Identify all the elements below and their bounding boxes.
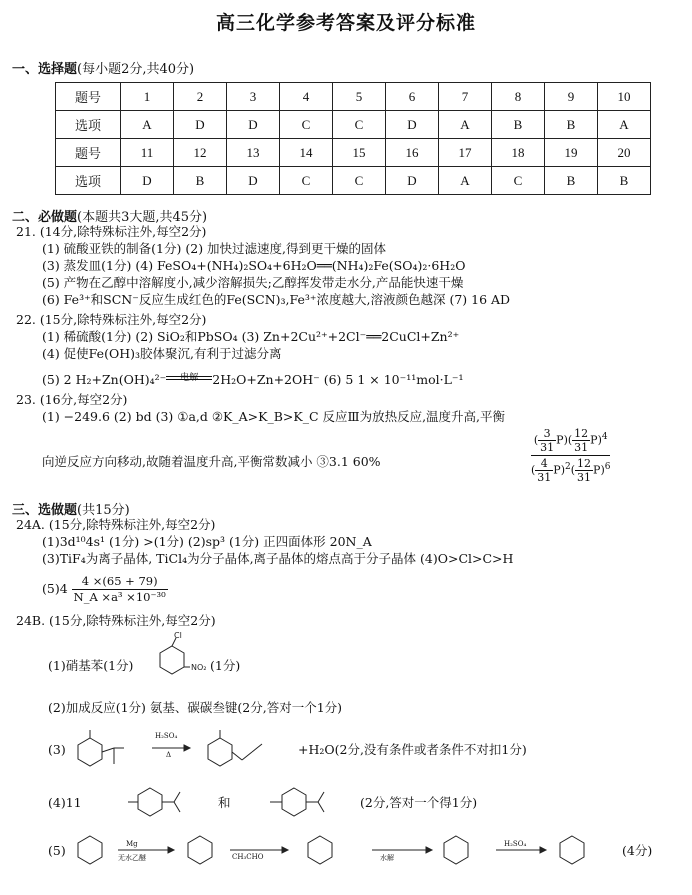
table-cell: 17 [439, 139, 492, 167]
table-cell: 选项 [56, 167, 121, 195]
benzene-ring-icon [282, 788, 306, 816]
q24a-line: (3)TiF₄为离子晶体, TiCl₄为分子晶体,离子晶体的熔点高于分子晶体 (4)O>Cl>C>H [42, 551, 514, 566]
q23-line: (1) −249.6 (2) bd (3) ①a,d ②K_A>K_B>K_C 反应Ⅲ为放热反应,温度升高,平衡 [42, 409, 506, 424]
no2-label: NO₂ [191, 663, 207, 672]
p: P [590, 433, 598, 447]
bond [102, 748, 114, 752]
table-cell: 2 [174, 83, 227, 111]
table-cell: 题号 [56, 139, 121, 167]
chloronitrobenzene-structure-icon [150, 632, 220, 682]
q24b-line-2: (2)加成反应(1分) 氨基、碳碳叁键(2分,答对一个1分) [48, 700, 343, 715]
num: 12 [577, 457, 592, 470]
bond [174, 802, 180, 812]
table-cell: B [598, 167, 651, 195]
exp: 2 [565, 461, 571, 472]
table-cell: 1 [121, 83, 174, 111]
section-3-title: 三、选做题 [12, 503, 78, 518]
fraction-denominator: N_A ×a³ ×10⁻³⁰ [73, 590, 166, 604]
q24b-head: 24B. (15分,除特殊标注外,每空2分) [16, 613, 216, 628]
benzene-ring-icon [78, 738, 102, 766]
q22-l5-right: 2H₂O+Zn+2OH⁻ (6) 5 1 × 10⁻¹¹mol·L⁻¹ [212, 372, 464, 387]
q24b-line-1 [48, 658, 133, 674]
l5-cond-1: Mg [126, 840, 138, 848]
table-cell: 7 [439, 83, 492, 111]
frac [538, 427, 556, 454]
section-2-heading [12, 206, 207, 225]
section-1-note: (每小题2分,共40分) [77, 62, 195, 77]
q22-line: (1) 稀硫酸(1分) (2) SiO₂和PbSO₄ (3) Zn+2Cu²⁺+2Cl⁻══2CuCl+Zn²⁺ [42, 329, 460, 344]
section-3-heading [12, 499, 130, 518]
table-cell: A [439, 111, 492, 139]
table-row [56, 139, 651, 167]
table-cell: 19 [545, 139, 598, 167]
den: 31 [574, 441, 589, 454]
p: P [553, 463, 561, 477]
equals-sign-icon [166, 376, 212, 380]
benzene-ring-icon [560, 836, 584, 864]
table-cell: 20 [598, 139, 651, 167]
l3-cond-top: H₂SO₄ [155, 732, 178, 740]
bond [318, 792, 324, 802]
q21-line: (1) 硫酸亚铁的制备(1分) (2) 加快过滤速度,得到更干燥的固体 [42, 241, 387, 256]
bond [252, 744, 262, 752]
arrow-head-icon [168, 847, 174, 853]
q24b-l5-label: (5) [48, 843, 66, 858]
table-cell: 6 [386, 83, 439, 111]
cl-label: Cl [174, 631, 182, 640]
arrow-head-icon [184, 745, 190, 751]
q23-fraction [531, 427, 610, 484]
den: 31 [537, 471, 552, 484]
answer-table [55, 82, 651, 195]
q24b-l5-score: (4分) [622, 843, 653, 858]
table-cell: 9 [545, 83, 598, 111]
table-cell: 14 [280, 139, 333, 167]
q24b-l4-note: (2分,答对一个得1分) [360, 795, 478, 810]
arrow-head-icon [282, 847, 288, 853]
l3-cond-bottom: Δ [166, 751, 172, 759]
q21-line: (5) 产物在乙醇中溶解度小,减少溶解损失;乙醇挥发带走水分,产品能快速干燥 [42, 275, 464, 290]
q23-line: 向逆反应方向移动,故随着温度升高,平衡常数减小 ③3.1 60% [42, 454, 381, 469]
bond [318, 802, 324, 812]
section-2-title: 二、必做题 [12, 210, 78, 225]
exp: 6 [604, 461, 611, 472]
table-cell: C [280, 111, 333, 139]
arrow-head-icon [426, 847, 432, 853]
q24b-l1-score: (1分) [210, 658, 241, 673]
section-1-title: 一、选择题 [12, 62, 78, 77]
benzene-ring-icon [308, 836, 332, 864]
q21-line: (3) 蒸发皿(1分) (4) FeSO₄+(NH₄)₂SO₄+6H₂O══(NH₄)₂Fe(SO₄)₂·6H₂O [42, 258, 466, 273]
table-cell: 10 [598, 83, 651, 111]
table-cell: 12 [174, 139, 227, 167]
density-fraction [72, 574, 168, 605]
table-cell: C [333, 167, 386, 195]
q24b-l1-text: (1)硝基苯(1分) [48, 658, 134, 673]
benzene-ring-icon [160, 646, 184, 674]
table-cell: A [598, 111, 651, 139]
section-1-heading [12, 58, 194, 77]
reaction-5-structures-icon [72, 820, 612, 880]
table-cell: C [333, 111, 386, 139]
fraction-denominator: ( $\frac{4}{31}$ P)$^2$( $\frac{12}{31}$ P)$^6$ [531, 457, 611, 484]
p: P [556, 433, 564, 447]
section-2-note: (本题共3大题,共45分) [77, 210, 208, 225]
num: 3 [538, 427, 556, 441]
table-cell: 15 [333, 139, 386, 167]
electrolysis-label: 电解 [180, 373, 199, 383]
reaction-3-structures-icon [72, 722, 302, 784]
q24b-l4-and: 和 [218, 795, 231, 810]
table-row [56, 111, 651, 139]
benzene-ring-icon [188, 836, 212, 864]
num: 12 [574, 427, 589, 440]
table-cell: B [492, 111, 545, 139]
table-cell: 5 [333, 83, 386, 111]
num: 4 [535, 457, 553, 471]
frac [575, 457, 593, 484]
q24b-l4-label: (4)11 [48, 795, 82, 810]
frac [572, 427, 590, 454]
table-cell: 题号 [56, 83, 121, 111]
q23-head: 23. (16分,每空2分) [16, 392, 128, 407]
table-cell: 3 [227, 83, 280, 111]
den: 31 [540, 441, 555, 454]
table-cell: B [545, 167, 598, 195]
table-cell: 18 [492, 139, 545, 167]
table-cell: A [439, 167, 492, 195]
q24a-l5-prefix: (5)4 [42, 581, 68, 596]
fraction-numerator: 4 ×(65 + 79) [72, 574, 168, 590]
fraction-bar [531, 455, 610, 456]
q21-line: (6) Fe³⁺和SCN⁻反应生成红色的Fe(SCN)₃,Fe³⁺浓度越大,溶液颜色越深 (7) 16 AD [42, 292, 511, 307]
table-cell: C [280, 167, 333, 195]
p: P [593, 463, 601, 477]
table-cell: 选项 [56, 111, 121, 139]
den: 31 [577, 471, 592, 484]
q24a-line: (1)3d¹⁰4s¹ (1分) >(1分) (2)sp³ (1分) 正四面体形 20N_A [42, 534, 372, 549]
table-cell: B [545, 111, 598, 139]
q22-l5-left: (5) 2 H₂+Zn(OH)₄²⁻ [42, 372, 167, 387]
arrow-head-icon [540, 847, 546, 853]
q22-line: (4) 促使Fe(OH)₃胶体聚沉,有利于过滤分离 [42, 346, 282, 361]
table-cell: A [121, 111, 174, 139]
bond [232, 752, 242, 760]
q24a-line-5 [42, 574, 168, 605]
bond [242, 752, 252, 760]
isomer-2-structure-icon [244, 780, 354, 820]
bond [174, 792, 180, 802]
table-cell: 13 [227, 139, 280, 167]
table-cell: 16 [386, 139, 439, 167]
table-row [56, 167, 651, 195]
table-cell: D [121, 167, 174, 195]
section-3-note: (共15分) [77, 503, 130, 518]
benzene-ring-icon [208, 738, 232, 766]
benzene-ring-icon [138, 788, 162, 816]
fraction-numerator: ( $\frac{3}{31}$ P)( $\frac{12}{31}$ P)$^4$ [533, 427, 608, 454]
exp: 4 [601, 431, 608, 442]
l5-cond-2: CH₃CHO [232, 853, 264, 861]
isomer-1-structure-icon [120, 780, 220, 820]
q22-line-5 [42, 372, 463, 388]
table-cell: D [386, 111, 439, 139]
l5-cond-4: H₂SO₄ [504, 840, 527, 848]
page-title: 高三化学参考答案及评分标准 [215, 12, 476, 34]
l5-cond-3: 水解 [380, 854, 394, 862]
table-cell: 4 [280, 83, 333, 111]
table-cell: 8 [492, 83, 545, 111]
table-cell: C [492, 167, 545, 195]
table-cell: D [227, 167, 280, 195]
table-cell: D [227, 111, 280, 139]
q24b-l3-label: (3) [48, 742, 66, 757]
table-cell: 11 [121, 139, 174, 167]
table-row [56, 83, 651, 111]
benzene-ring-icon [78, 836, 102, 864]
table-cell: D [174, 111, 227, 139]
table-cell: D [386, 167, 439, 195]
q22-head: 22. (15分,除特殊标注外,每空2分) [16, 312, 207, 327]
frac [535, 457, 553, 484]
q24b-l3-note: +H₂O(2分,没有条件或者条件不对扣1分) [298, 742, 527, 757]
q21-head: 21. (14分,除特殊标注外,每空2分) [16, 224, 207, 239]
benzene-ring-icon [444, 836, 468, 864]
q24a-head: 24A. (15分,除特殊标注外,每空2分) [16, 517, 216, 532]
l5-cond-1b: 无水乙醚 [118, 854, 146, 862]
table-cell: B [174, 167, 227, 195]
